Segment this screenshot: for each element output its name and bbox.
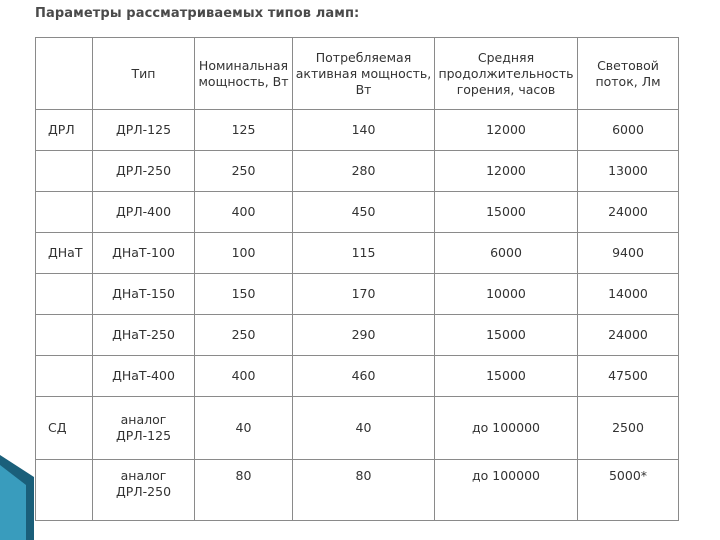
type-cell: ДНаТ-100 xyxy=(93,233,195,274)
lifetime-cell: 15000 xyxy=(435,192,578,233)
lifetime-cell: 15000 xyxy=(435,356,578,397)
table-row xyxy=(36,110,679,151)
nominal-power-cell: 150 xyxy=(195,274,293,315)
type-cell: ДНаТ-400 xyxy=(93,356,195,397)
lifetime-cell: 12000 xyxy=(435,151,578,192)
lifetime-cell: 10000 xyxy=(435,274,578,315)
nominal-power-cell: 125 xyxy=(195,110,293,151)
group-cell xyxy=(36,356,93,397)
table-row xyxy=(36,192,679,233)
active-power-cell: 80 xyxy=(293,460,435,521)
luminous-flux-cell: 24000 xyxy=(578,315,679,356)
nominal-power-cell: 80 xyxy=(195,460,293,521)
type-cell: ДРЛ-400 xyxy=(93,192,195,233)
header-nominal-power: Номинальная мощность, Вт xyxy=(195,38,293,110)
group-cell: СД xyxy=(36,397,93,460)
luminous-flux-cell: 2500 xyxy=(578,397,679,460)
nominal-power-cell: 100 xyxy=(195,233,293,274)
group-cell: ДРЛ xyxy=(36,110,93,151)
lamp-parameters-table xyxy=(35,37,679,521)
group-cell xyxy=(36,460,93,521)
group-cell xyxy=(36,315,93,356)
table-row xyxy=(36,274,679,315)
group-cell xyxy=(36,151,93,192)
type-cell: ДРЛ-250 xyxy=(93,151,195,192)
luminous-flux-cell: 5000* xyxy=(578,460,679,521)
lifetime-cell: 6000 xyxy=(435,233,578,274)
active-power-cell: 40 xyxy=(293,397,435,460)
table-header-row xyxy=(36,38,679,110)
active-power-cell: 170 xyxy=(293,274,435,315)
table-row xyxy=(36,233,679,274)
table-row xyxy=(36,397,679,460)
type-cell: ДНаТ-150 xyxy=(93,274,195,315)
luminous-flux-cell: 6000 xyxy=(578,110,679,151)
type-cell: аналог ДРЛ-125 xyxy=(93,397,195,460)
group-cell xyxy=(36,192,93,233)
group-cell: ДНаТ xyxy=(36,233,93,274)
nominal-power-cell: 400 xyxy=(195,192,293,233)
slide-corner-decoration xyxy=(0,455,34,540)
nominal-power-cell: 250 xyxy=(195,151,293,192)
lifetime-cell: 15000 xyxy=(435,315,578,356)
page-title: Параметры рассматриваемых типов ламп: xyxy=(35,6,360,21)
luminous-flux-cell: 24000 xyxy=(578,192,679,233)
type-cell: аналог ДРЛ-250 xyxy=(93,460,195,521)
header-group xyxy=(36,38,93,110)
header-lifetime: Средняя продолжительность горения, часов xyxy=(435,38,578,110)
active-power-cell: 140 xyxy=(293,110,435,151)
lifetime-cell: до 100000 xyxy=(435,397,578,460)
nominal-power-cell: 40 xyxy=(195,397,293,460)
luminous-flux-cell: 13000 xyxy=(578,151,679,192)
nominal-power-cell: 400 xyxy=(195,356,293,397)
luminous-flux-cell: 9400 xyxy=(578,233,679,274)
lifetime-cell: до 100000 xyxy=(435,460,578,521)
group-cell xyxy=(36,274,93,315)
active-power-cell: 115 xyxy=(293,233,435,274)
header-type: Тип xyxy=(93,38,195,110)
type-cell: ДРЛ-125 xyxy=(93,110,195,151)
nominal-power-cell: 250 xyxy=(195,315,293,356)
header-luminous-flux: Световой поток, Лм xyxy=(578,38,679,110)
table-row xyxy=(36,151,679,192)
active-power-cell: 460 xyxy=(293,356,435,397)
luminous-flux-cell: 14000 xyxy=(578,274,679,315)
type-cell: ДНаТ-250 xyxy=(93,315,195,356)
active-power-cell: 450 xyxy=(293,192,435,233)
active-power-cell: 290 xyxy=(293,315,435,356)
lifetime-cell: 12000 xyxy=(435,110,578,151)
table-row xyxy=(36,356,679,397)
luminous-flux-cell: 47500 xyxy=(578,356,679,397)
table-row xyxy=(36,315,679,356)
table-row xyxy=(36,460,679,521)
active-power-cell: 280 xyxy=(293,151,435,192)
header-active-power: Потребляемая активная мощность, Вт xyxy=(293,38,435,110)
